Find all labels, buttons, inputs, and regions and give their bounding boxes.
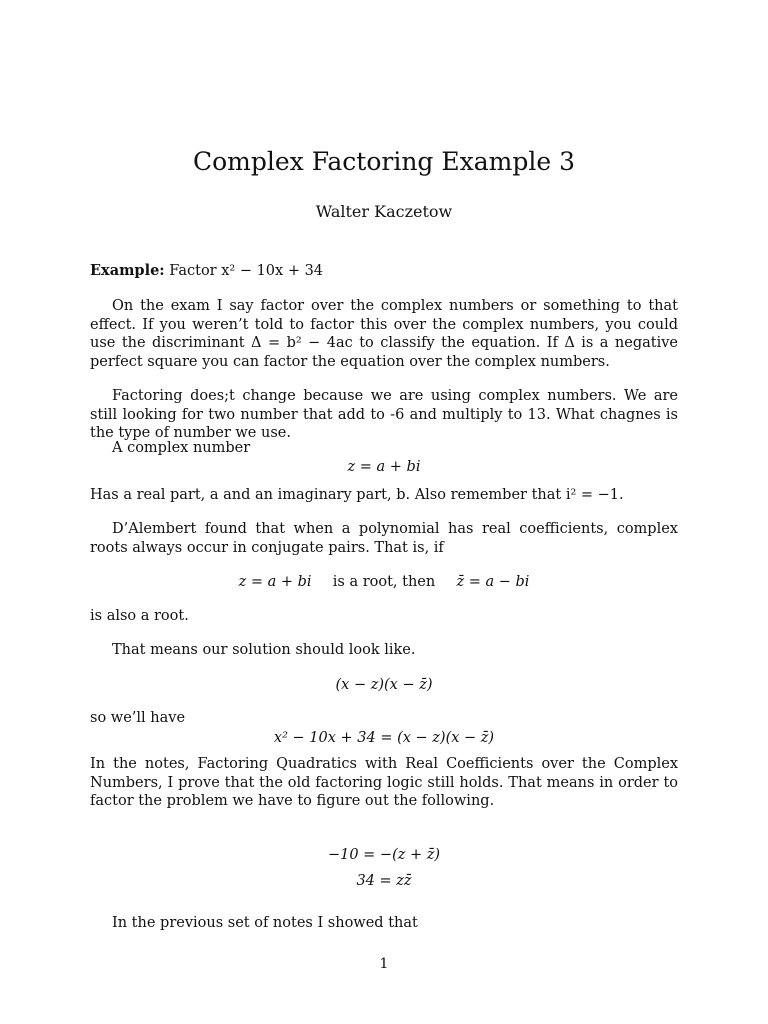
- example-statement: [90, 262, 678, 281]
- paragraph-dalembert: D’Alembert found that when a polynomial has real coefficients, complex roots always occur in conjugate pairs. That is, if: [90, 521, 678, 556]
- equation-product: 34 = zz̄: [356, 873, 412, 889]
- document-author: Walter Kaczetow: [315, 202, 453, 221]
- example-text: Factor x² − 10x + 34: [169, 263, 324, 279]
- paragraph-complex-number: A complex number: [112, 440, 251, 456]
- paragraph-also-root: is also a root.: [90, 608, 189, 624]
- equation-root: z = a + bi: [238, 574, 312, 590]
- paragraph-discriminant: On the exam I say factor over the complex numbers or something to that effect. If you weren’t told to factor this over the complex numbers, you could use the discriminant Δ = b² − 4ac to classify the equation. If Δ is a negative perfect square you can factor the equation over the complex numbers.: [90, 298, 678, 370]
- paragraph-notes: In the notes, Factoring Quadratics with Real Coefficients over the Complex Numbers, I prove that the old factoring logic still holds. That means in order to factor the problem we have to figure out the following.: [90, 756, 678, 809]
- paragraph-factoring: Factoring does;t change because we are using complex numbers. We are still looking for two number that add to -6 and multiply to 13. What chagnes is the type of number we use.: [90, 388, 678, 441]
- equation-root-text: is a root, then: [332, 574, 436, 590]
- equation-complex-number: z = a + bi: [347, 459, 421, 475]
- paragraph-real-imaginary: Has a real part, a and an imaginary part, b. Also remember that i² = −1.: [90, 487, 624, 503]
- paragraph-solution-look: That means our solution should look like.: [112, 642, 416, 658]
- equation-full-factoring: x² − 10x + 34 = (x − z)(x − z̄): [273, 730, 495, 746]
- paragraph-so-have: so we’ll have: [90, 710, 186, 726]
- equation-sum: −10 = −(z + z̄): [327, 847, 441, 863]
- example-label: Example:: [90, 262, 165, 279]
- page-number: 1: [379, 956, 389, 972]
- equation-conjugate-pair: [0, 573, 768, 591]
- equation-factored-form: (x − z)(x − z̄): [335, 677, 433, 693]
- document-title: Complex Factoring Example 3: [193, 147, 575, 176]
- equation-conjugate: z̄ = a − bi: [456, 574, 530, 590]
- paragraph-previous-notes: In the previous set of notes I showed that: [112, 915, 418, 931]
